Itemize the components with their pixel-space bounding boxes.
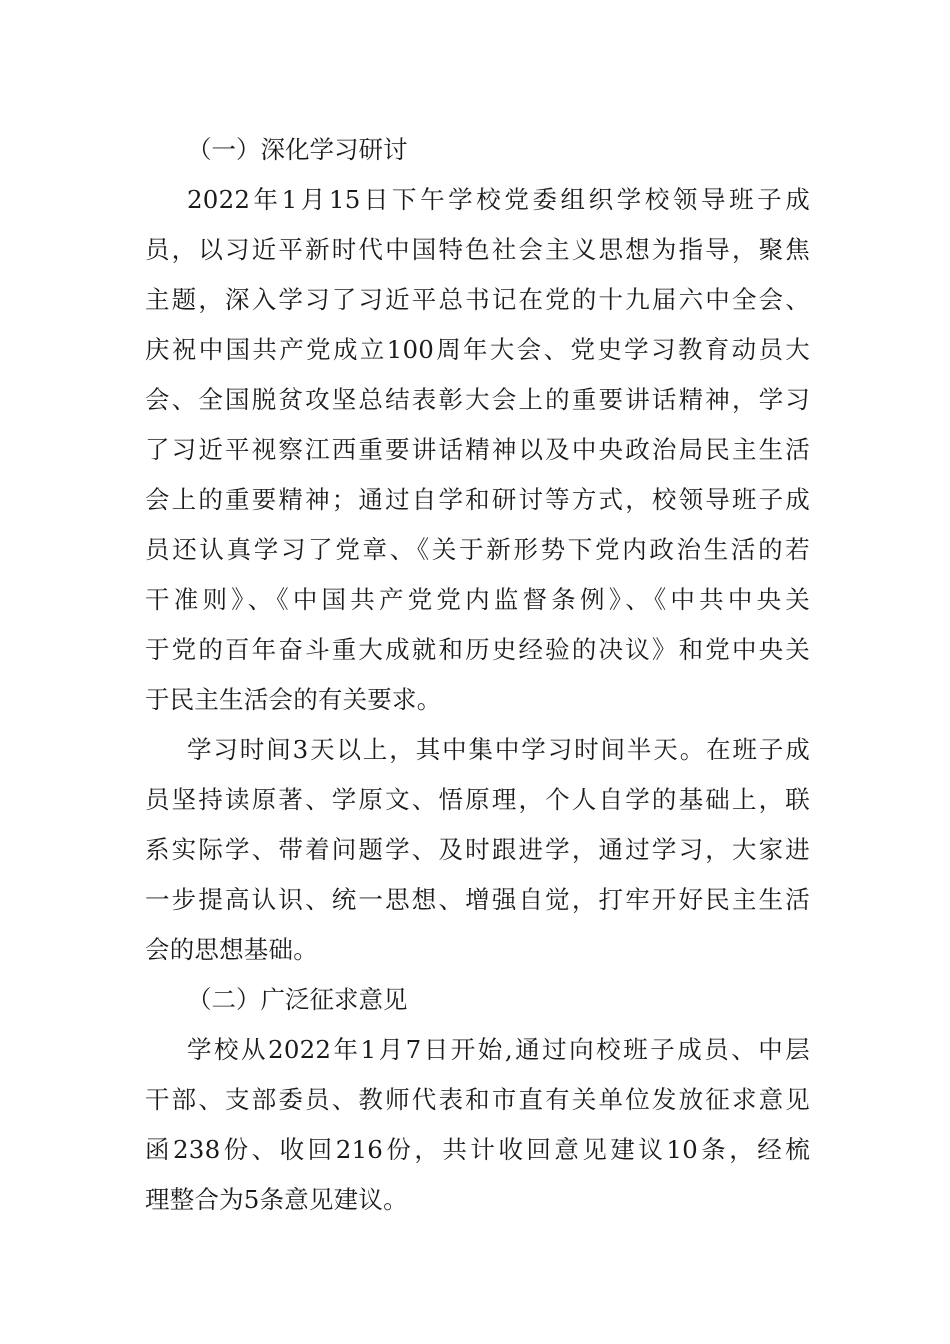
paragraph-line: 庆祝中国共产党成立100周年大会、党史学习教育动员大 — [145, 335, 810, 364]
paragraph-line: 理整合为5条意见建议。 — [145, 1185, 408, 1214]
section-heading-2: （二）广泛征求意见 — [187, 985, 408, 1014]
paragraph-line: 会的思想基础。 — [145, 935, 318, 964]
paragraph-line: 主题，深入学习了习近平总书记在党的十九届六中全会、 — [145, 285, 810, 314]
paragraph-line: 员坚持读原著、学原文、悟原理，个人自学的基础上，联 — [145, 785, 810, 814]
paragraph-line: 了习近平视察江西重要讲话精神以及中央政治局民主生活 — [145, 435, 810, 464]
paragraph-line: 员，以习近平新时代中国特色社会主义思想为指导，聚焦 — [145, 235, 810, 264]
paragraph-line: 会、全国脱贫攻坚总结表彰大会上的重要讲话精神，学习 — [145, 385, 810, 414]
paragraph-line: 一步提高认识、统一思想、增强自觉，打牢开好民主生活 — [145, 885, 810, 914]
section-heading-1: （一）深化学习研讨 — [187, 135, 408, 164]
paragraph-line: 于党的百年奋斗重大成就和历史经验的决议》和党中央关 — [145, 635, 810, 664]
paragraph-line: 函238份、收回216份，共计收回意见建议10条，经梳 — [145, 1135, 810, 1164]
paragraph-line: 学习时间3天以上，其中集中学习时间半天。在班子成 — [187, 735, 810, 764]
paragraph-line: 2022年1月15日下午学校党委组织学校领导班子成 — [187, 185, 810, 214]
paragraph-line: 于民主生活会的有关要求。 — [145, 685, 442, 714]
paragraph-line: 员还认真学习了党章、《关于新形势下党内政治生活的若 — [145, 535, 810, 564]
paragraph-line: 干准则》、《中国共产党党内监督条例》、《中共中央关 — [145, 585, 810, 614]
paragraph-line: 学校从2022年1月7日开始,通过向校班子成员、中层 — [187, 1035, 810, 1064]
paragraph-line: 会上的重要精神；通过自学和研讨等方式，校领导班子成 — [145, 485, 810, 514]
paragraph-line: 干部、支部委员、教师代表和市直有关单位发放征求意见 — [145, 1085, 810, 1114]
paragraph-line: 系实际学、带着问题学、及时跟进学，通过学习，大家进 — [145, 835, 810, 864]
